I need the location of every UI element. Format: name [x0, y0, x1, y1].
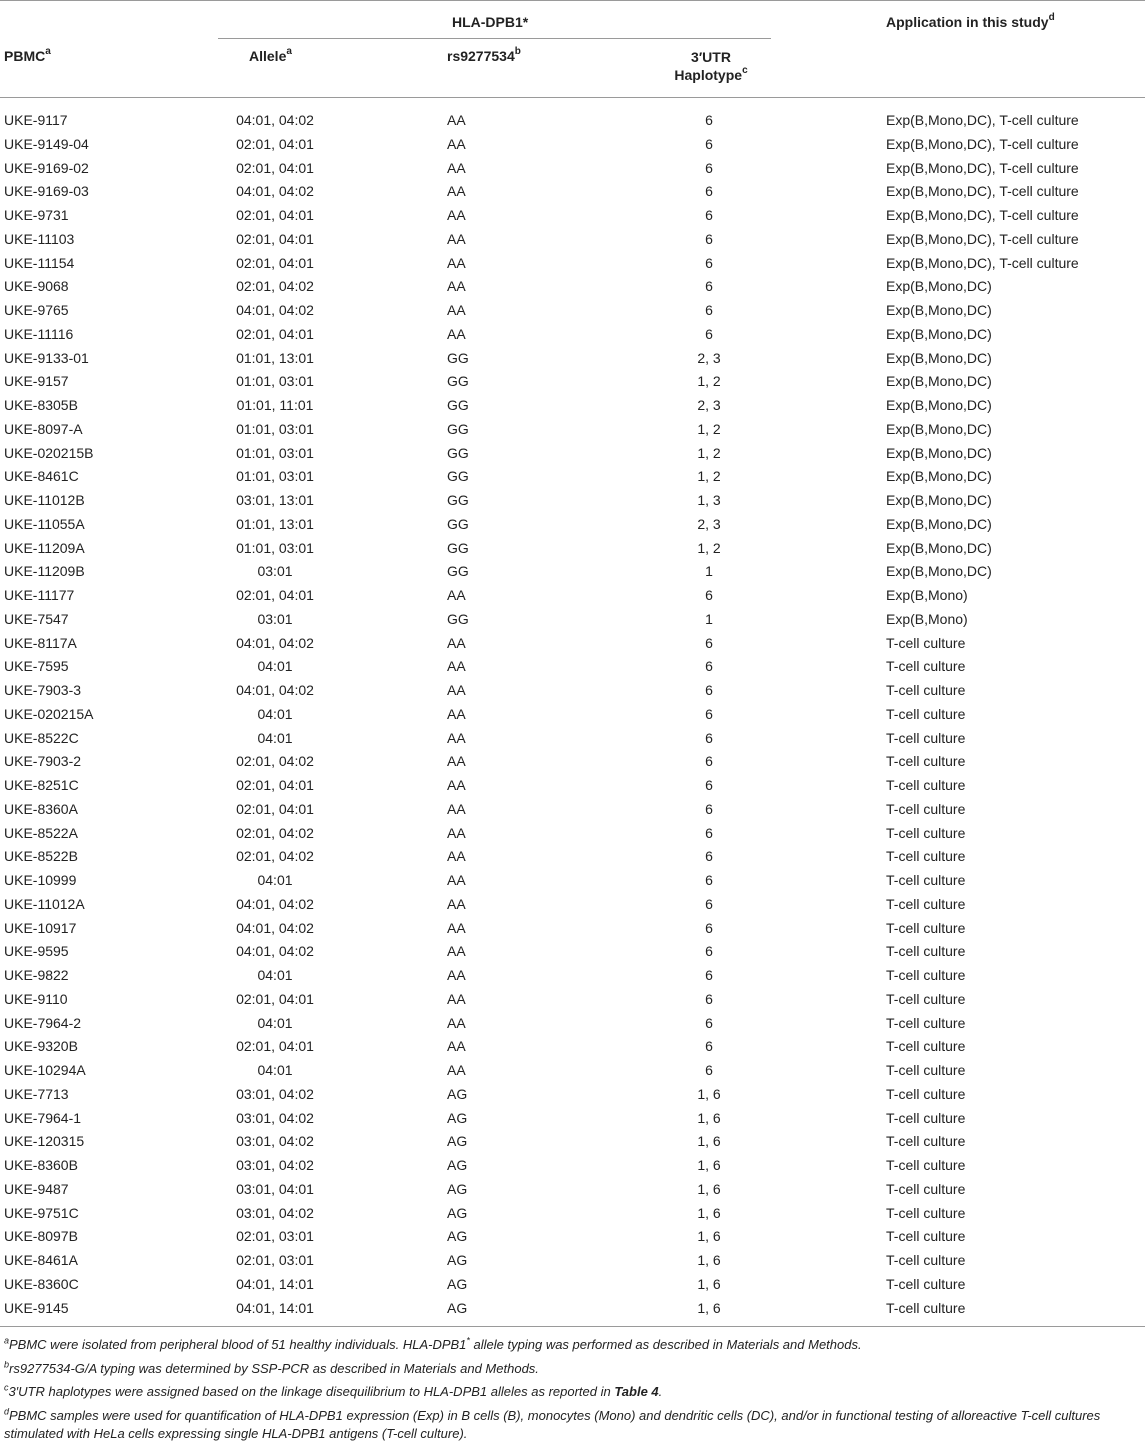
- cell-application: Exp(B,Mono,DC), T-cell culture: [886, 207, 1079, 223]
- cell-rs9277534: AA: [447, 777, 466, 793]
- cell-rs9277534: AG: [447, 1133, 468, 1150]
- table-row: UKE-8360C 04:01, 14:01 AG 1, 6 T-cell culture: [0, 1273, 1145, 1297]
- header-bottom-rule: [0, 97, 1145, 98]
- cell-pbmc: UKE-8117A: [4, 634, 77, 651]
- table-row: UKE-11012A 04:01, 04:02 AA 6 T-cell culture: [0, 893, 1145, 917]
- column-header-pbmc: PBMC$^a$: [4, 46, 51, 64]
- table-row: UKE-020215B 01:01, 03:01 GG 1, 2 Exp(B,Mono,DC): [0, 442, 1145, 466]
- cell-rs9277534: GG: [447, 492, 469, 508]
- cell-pbmc: UKE-11103: [4, 230, 75, 247]
- cell-application: T-cell culture: [886, 1109, 966, 1126]
- cell-application: T-cell culture: [886, 1014, 966, 1031]
- cell-rs9277534: GG: [447, 373, 469, 390]
- cell-pbmc: UKE-7964-2: [4, 1014, 82, 1031]
- cell-pbmc: UKE-8522B: [4, 848, 78, 865]
- cell-application: T-cell culture: [886, 895, 966, 912]
- cell-pbmc: UKE-9169-03: [4, 183, 89, 200]
- cell-rs9277534: AA: [447, 302, 466, 318]
- cell-application: T-cell culture: [886, 705, 966, 722]
- cell-rs9277534: AA: [447, 183, 466, 200]
- cell-rs9277534: AA: [447, 800, 466, 817]
- cell-application: Exp(B,Mono,DC): [886, 420, 992, 437]
- table-row: UKE-11209B 03:01 GG 1 Exp(B,Mono,DC): [0, 560, 1145, 584]
- cell-rs9277534: AA: [447, 159, 466, 176]
- cell-rs9277534: AG: [447, 1275, 468, 1292]
- cell-rs9277534: AA: [447, 1062, 466, 1078]
- cell-pbmc: UKE-11209B: [4, 563, 85, 580]
- cell-pbmc: UKE-11177: [4, 587, 75, 603]
- table-row: UKE-7547 03:01 GG 1 Exp(B,Mono): [0, 608, 1145, 632]
- footnote-b: $^b$rs9277534-G/A typing was determined by SSP-PCR as described in Materials and Methods.: [4, 1359, 539, 1376]
- cell-pbmc: UKE-7595: [4, 658, 69, 675]
- cell-pbmc: UKE-7713: [4, 1085, 69, 1102]
- cell-application: Exp(B,Mono,DC): [886, 539, 992, 556]
- table-row: UKE-9822 04:01 AA 6 T-cell culture: [0, 964, 1145, 988]
- cell-rs9277534: AA: [447, 254, 466, 271]
- cell-pbmc: UKE-7903-3: [4, 682, 82, 698]
- cell-rs9277534: AA: [447, 135, 466, 152]
- cell-application: Exp(B,Mono,DC): [886, 325, 992, 342]
- table-row: UKE-9765 04:01, 04:02 AA 6 Exp(B,Mono,DC): [0, 299, 1145, 323]
- table-row: UKE-7595 04:01 AA 6 T-cell culture: [0, 655, 1145, 679]
- cell-application: T-cell culture: [886, 634, 966, 651]
- cell-application: T-cell culture: [886, 1038, 966, 1055]
- table-row: UKE-10999 04:01 AA 6 T-cell culture: [0, 869, 1145, 893]
- cell-application: Exp(B,Mono,DC): [886, 278, 992, 295]
- cell-pbmc: UKE-11209A: [4, 539, 85, 556]
- table-row: UKE-7903-3 04:01, 04:02 AA 6 T-cell culture: [0, 679, 1145, 703]
- cell-rs9277534: AA: [447, 753, 466, 770]
- table-row: UKE-8117A 04:01, 04:02 AA 6 T-cell culture: [0, 632, 1145, 656]
- table-row: UKE-8522B 02:01, 04:02 AA 6 T-cell culture: [0, 845, 1145, 869]
- cell-rs9277534: AA: [447, 872, 466, 888]
- cell-application: T-cell culture: [886, 919, 966, 936]
- footnotes: [4, 1336, 1142, 1449]
- cell-pbmc: UKE-020215B: [4, 444, 94, 461]
- cell-application: Exp(B,Mono,DC), T-cell culture: [886, 159, 1079, 176]
- cell-pbmc: UKE-9068: [4, 278, 69, 295]
- cell-application: T-cell culture: [886, 943, 966, 960]
- cell-rs9277534: AA: [447, 848, 466, 865]
- cell-application: T-cell culture: [886, 1180, 966, 1197]
- cell-pbmc: UKE-9822: [4, 967, 69, 983]
- cell-rs9277534: GG: [447, 420, 469, 437]
- cell-rs9277534: GG: [447, 563, 469, 580]
- cell-pbmc: UKE-10294A: [4, 1062, 86, 1078]
- table-row: UKE-9595 04:01, 04:02 AA 6 T-cell culture: [0, 940, 1145, 964]
- cell-application: Exp(B,Mono,DC), T-cell culture: [886, 183, 1079, 200]
- cell-rs9277534: AA: [447, 943, 466, 960]
- cell-application: Exp(B,Mono,DC): [886, 349, 992, 366]
- cell-application: T-cell culture: [886, 1157, 966, 1173]
- cell-application: Exp(B,Mono,DC): [886, 468, 992, 485]
- table-row: UKE-8251C 02:01, 04:01 AA 6 T-cell culture: [0, 774, 1145, 798]
- cell-rs9277534: GG: [447, 515, 469, 532]
- cell-application: T-cell culture: [886, 1299, 966, 1316]
- cell-pbmc: UKE-9157: [4, 373, 69, 390]
- table-row: UKE-9751C 03:01, 04:02 AG 1, 6 T-cell culture: [0, 1202, 1145, 1226]
- table-row: UKE-7713 03:01, 04:02 AG 1, 6 T-cell culture: [0, 1083, 1145, 1107]
- cell-application: Exp(B,Mono,DC): [886, 397, 992, 413]
- cell-rs9277534: AA: [447, 967, 466, 983]
- table-row: UKE-9320B 02:01, 04:01 AA 6 T-cell culture: [0, 1035, 1145, 1059]
- cell-pbmc: UKE-8522A: [4, 824, 78, 841]
- cell-rs9277534: AA: [447, 658, 466, 675]
- cell-application: Exp(B,Mono,DC): [886, 444, 992, 461]
- footnote-c: $^c$3′UTR haplotypes were assigned based on the linkage disequilibrium to HLA-DPB1 alleles as reported in Table 4.: [4, 1382, 663, 1399]
- table-row: UKE-8360B 03:01, 04:02 AG 1, 6 T-cell culture: [0, 1154, 1145, 1178]
- cell-application: T-cell culture: [886, 800, 966, 817]
- table-row: UKE-11116 02:01, 04:01 AA 6 Exp(B,Mono,DC): [0, 323, 1145, 347]
- table-row: UKE-8097-A 01:01, 03:01 GG 1, 2 Exp(B,Mono,DC): [0, 418, 1145, 442]
- cell-pbmc: UKE-9169-02: [4, 159, 89, 176]
- cell-application: Exp(B,Mono,DC): [886, 515, 992, 532]
- cell-rs9277534: AA: [447, 919, 466, 936]
- table-row: UKE-10294A 04:01 AA 6 T-cell culture: [0, 1059, 1145, 1083]
- cell-pbmc: UKE-8522C: [4, 729, 79, 746]
- cell-application: Exp(B,Mono,DC), T-cell culture: [886, 112, 1079, 128]
- cell-rs9277534: AA: [447, 230, 466, 247]
- table-row: UKE-7964-2 04:01 AA 6 T-cell culture: [0, 1012, 1145, 1036]
- cell-application: T-cell culture: [886, 1062, 966, 1078]
- table-row: UKE-8522A 02:01, 04:02 AA 6 T-cell culture: [0, 822, 1145, 846]
- cell-pbmc: UKE-10917: [4, 919, 77, 936]
- table-bottom-rule: [0, 1326, 1145, 1327]
- cell-application: T-cell culture: [886, 990, 966, 1007]
- table-row: UKE-8461C 01:01, 03:01 GG 1, 2 Exp(B,Mono,DC): [0, 465, 1145, 489]
- cell-rs9277534: GG: [447, 610, 469, 627]
- cell-application: Exp(B,Mono): [886, 587, 968, 603]
- table-row: UKE-11103 02:01, 04:01 AA 6 Exp(B,Mono,DC), T-cell culture: [0, 228, 1145, 252]
- cell-rs9277534: GG: [447, 397, 469, 413]
- cell-rs9277534: AA: [447, 634, 466, 651]
- cell-pbmc: UKE-8097-A: [4, 420, 83, 437]
- table-row: UKE-11177 02:01, 04:01 AA 6 Exp(B,Mono): [0, 584, 1145, 608]
- column-header-allele: Allele$^a$: [249, 46, 292, 64]
- cell-application: T-cell culture: [886, 658, 966, 675]
- cell-rs9277534: AA: [447, 112, 466, 128]
- cell-rs9277534: AG: [447, 1180, 468, 1197]
- footnote-d: $^d$PBMC samples were used for quantification of HLA-DPB1 expression (Exp) in B cells (B), monocytes (Mono) and dendritic cells (DC), and/or in functional testing of alloreactive T-cell cultures stimulated with HeLa cells expressing single HLA-DPB1 antigens (T-cell culture).: [4, 1406, 1101, 1441]
- table-row: UKE-9157 01:01, 03:01 GG 1, 2 Exp(B,Mono,DC): [0, 370, 1145, 394]
- table-row: UKE-7903-2 02:01, 04:02 AA 6 T-cell culture: [0, 750, 1145, 774]
- cell-rs9277534: AA: [447, 895, 466, 912]
- table-row: UKE-8097B 02:01, 03:01 AG 1, 6 T-cell culture: [0, 1225, 1145, 1249]
- cell-pbmc: UKE-9765: [4, 302, 69, 318]
- cell-rs9277534: AG: [447, 1228, 468, 1245]
- cell-application: T-cell culture: [886, 967, 966, 983]
- cell-pbmc: UKE-11012A: [4, 895, 85, 912]
- table-row: UKE-8305B 01:01, 11:01 GG 2, 3 Exp(B,Mono,DC): [0, 394, 1145, 418]
- cell-application: Exp(B,Mono,DC): [886, 492, 992, 508]
- table-4-link[interactable]: Table 4: [614, 1384, 659, 1399]
- cell-rs9277534: AA: [447, 682, 466, 698]
- cell-rs9277534: AG: [447, 1109, 468, 1126]
- cell-application: Exp(B,Mono,DC): [886, 373, 992, 390]
- table-row: UKE-9110 02:01, 04:01 AA 6 T-cell culture: [0, 988, 1145, 1012]
- cell-pbmc: UKE-9487: [4, 1180, 69, 1197]
- table-body: [0, 109, 1145, 1320]
- cell-rs9277534: AA: [447, 587, 466, 603]
- table-row: UKE-8522C 04:01 AA 6 T-cell culture: [0, 727, 1145, 751]
- cell-pbmc: UKE-7964-1: [4, 1109, 82, 1126]
- table-row: UKE-9487 03:01, 04:01 AG 1, 6 T-cell culture: [0, 1178, 1145, 1202]
- table-row: UKE-9731 02:01, 04:01 AA 6 Exp(B,Mono,DC), T-cell culture: [0, 204, 1145, 228]
- table-row: UKE-8360A 02:01, 04:01 AA 6 T-cell culture: [0, 798, 1145, 822]
- cell-rs9277534: GG: [447, 444, 469, 461]
- cell-pbmc: UKE-9595: [4, 943, 69, 960]
- cell-pbmc: UKE-9133-01: [4, 349, 89, 366]
- table-row: UKE-7964-1 03:01, 04:02 AG 1, 6 T-cell culture: [0, 1107, 1145, 1131]
- cell-rs9277534: AA: [447, 325, 466, 342]
- cell-pbmc: UKE-8360B: [4, 1157, 78, 1173]
- cell-pbmc: UKE-11055A: [4, 515, 85, 532]
- cell-application: T-cell culture: [886, 824, 966, 841]
- cell-pbmc: UKE-8360A: [4, 800, 78, 817]
- cell-rs9277534: AA: [447, 705, 466, 722]
- table-row: UKE-9145 04:01, 14:01 AG 1, 6 T-cell culture: [0, 1297, 1145, 1321]
- table-row: UKE-11055A 01:01, 13:01 GG 2, 3 Exp(B,Mono,DC): [0, 513, 1145, 537]
- table-row: UKE-9169-03 04:01, 04:02 AA 6 Exp(B,Mono,DC), T-cell culture: [0, 180, 1145, 204]
- cell-application: T-cell culture: [886, 682, 966, 698]
- table-row: UKE-11012B 03:01, 13:01 GG 1, 3 Exp(B,Mono,DC): [0, 489, 1145, 513]
- cell-application: Exp(B,Mono): [886, 610, 968, 627]
- cell-rs9277534: AA: [447, 1038, 466, 1055]
- cell-application: T-cell culture: [886, 1133, 966, 1150]
- cell-pbmc: UKE-8461A: [4, 1252, 78, 1268]
- cell-rs9277534: AG: [447, 1085, 468, 1102]
- column-header-3utr-haplotype: 3′UTR Haplotype$^c$: [674, 49, 748, 83]
- cell-rs9277534: AA: [447, 207, 466, 223]
- cell-rs9277534: AA: [447, 729, 466, 746]
- cell-application: T-cell culture: [886, 1204, 966, 1221]
- cell-rs9277534: AG: [447, 1252, 468, 1268]
- cell-pbmc: UKE-7903-2: [4, 753, 82, 770]
- table-row: UKE-120315 03:01, 04:02 AG 1, 6 T-cell culture: [0, 1130, 1145, 1154]
- cell-pbmc: UKE-9110: [4, 990, 68, 1007]
- cell-pbmc: UKE-10999: [4, 872, 77, 888]
- column-header-rs9277534: rs9277534$^b$: [447, 46, 521, 64]
- cell-application: Exp(B,Mono,DC): [886, 563, 992, 580]
- cell-rs9277534: AG: [447, 1299, 468, 1316]
- cell-application: T-cell culture: [886, 1252, 966, 1268]
- cell-pbmc: UKE-020215A: [4, 705, 94, 722]
- cell-pbmc: UKE-9117: [4, 112, 68, 128]
- cell-pbmc: UKE-11116: [4, 325, 74, 342]
- table-row: UKE-9149-04 02:01, 04:01 AA 6 Exp(B,Mono,DC), T-cell culture: [0, 133, 1145, 157]
- footnote-a: $^a$PBMC were isolated from peripheral blood of 51 healthy individuals. HLA-DPB1* allele typing was performed as described in Materials and Methods.: [4, 1335, 862, 1352]
- table-row: UKE-9133-01 01:01, 13:01 GG 2, 3 Exp(B,Mono,DC): [0, 347, 1145, 371]
- cell-application: T-cell culture: [886, 1228, 966, 1245]
- cell-pbmc: UKE-8305B: [4, 397, 78, 413]
- table-row: UKE-9117 04:01, 04:02 AA 6 Exp(B,Mono,DC), T-cell culture: [0, 109, 1145, 133]
- cell-rs9277534: AA: [447, 278, 466, 295]
- cell-rs9277534: AG: [447, 1157, 468, 1173]
- cell-application: T-cell culture: [886, 729, 966, 746]
- cell-rs9277534: GG: [447, 349, 469, 366]
- cell-pbmc: UKE-8360C: [4, 1275, 79, 1292]
- table-row: UKE-11209A 01:01, 03:01 GG 1, 2 Exp(B,Mono,DC): [0, 537, 1145, 561]
- top-rule: [0, 0, 1145, 1]
- cell-application: T-cell culture: [886, 848, 966, 865]
- cell-pbmc: UKE-120315: [4, 1133, 85, 1150]
- cell-application: Exp(B,Mono,DC), T-cell culture: [886, 135, 1079, 152]
- cell-rs9277534: AA: [447, 1014, 466, 1031]
- table-row: UKE-11154 02:01, 04:01 AA 6 Exp(B,Mono,DC), T-cell culture: [0, 252, 1145, 276]
- table-row: UKE-9169-02 02:01, 04:01 AA 6 Exp(B,Mono,DC), T-cell culture: [0, 157, 1145, 181]
- group-header-rule: [218, 38, 771, 39]
- cell-pbmc: UKE-9320B: [4, 1038, 78, 1055]
- cell-pbmc: UKE-8097B: [4, 1228, 78, 1245]
- cell-rs9277534: AA: [447, 824, 466, 841]
- cell-pbmc: UKE-9731: [4, 207, 69, 223]
- table-row: UKE-9068 02:01, 04:02 AA 6 Exp(B,Mono,DC): [0, 275, 1145, 299]
- cell-rs9277534: AG: [447, 1204, 468, 1221]
- cell-application: Exp(B,Mono,DC): [886, 302, 992, 318]
- cell-application: Exp(B,Mono,DC), T-cell culture: [886, 230, 1079, 247]
- cell-pbmc: UKE-7547: [4, 610, 69, 627]
- cell-pbmc: UKE-11012B: [4, 492, 85, 508]
- cell-application: T-cell culture: [886, 753, 966, 770]
- cell-rs9277534: AA: [447, 990, 466, 1007]
- cell-pbmc: UKE-9149-04: [4, 135, 89, 152]
- table-row: UKE-020215A 04:01 AA 6 T-cell culture: [0, 703, 1145, 727]
- cell-application: T-cell culture: [886, 777, 966, 793]
- cell-pbmc: UKE-8461C: [4, 468, 79, 485]
- cell-rs9277534: GG: [447, 539, 469, 556]
- cell-application: Exp(B,Mono,DC), T-cell culture: [886, 254, 1079, 271]
- cell-pbmc: UKE-11154: [4, 254, 75, 271]
- cell-application: T-cell culture: [886, 1275, 966, 1292]
- cell-application: T-cell culture: [886, 1085, 966, 1102]
- cell-pbmc: UKE-8251C: [4, 777, 79, 793]
- table-header: [0, 0, 1145, 98]
- cell-rs9277534: GG: [447, 468, 469, 485]
- table-row: UKE-10917 04:01, 04:02 AA 6 T-cell culture: [0, 917, 1145, 941]
- cell-pbmc: UKE-9145: [4, 1299, 69, 1316]
- cell-pbmc: UKE-9751C: [4, 1204, 79, 1221]
- cell-application: T-cell culture: [886, 872, 966, 888]
- column-header-application: Application in this study$^d$: [886, 12, 1055, 30]
- table-row: UKE-8461A 02:01, 03:01 AG 1, 6 T-cell culture: [0, 1249, 1145, 1273]
- group-header-hla-dpb1: HLA-DPB1*: [452, 14, 529, 30]
